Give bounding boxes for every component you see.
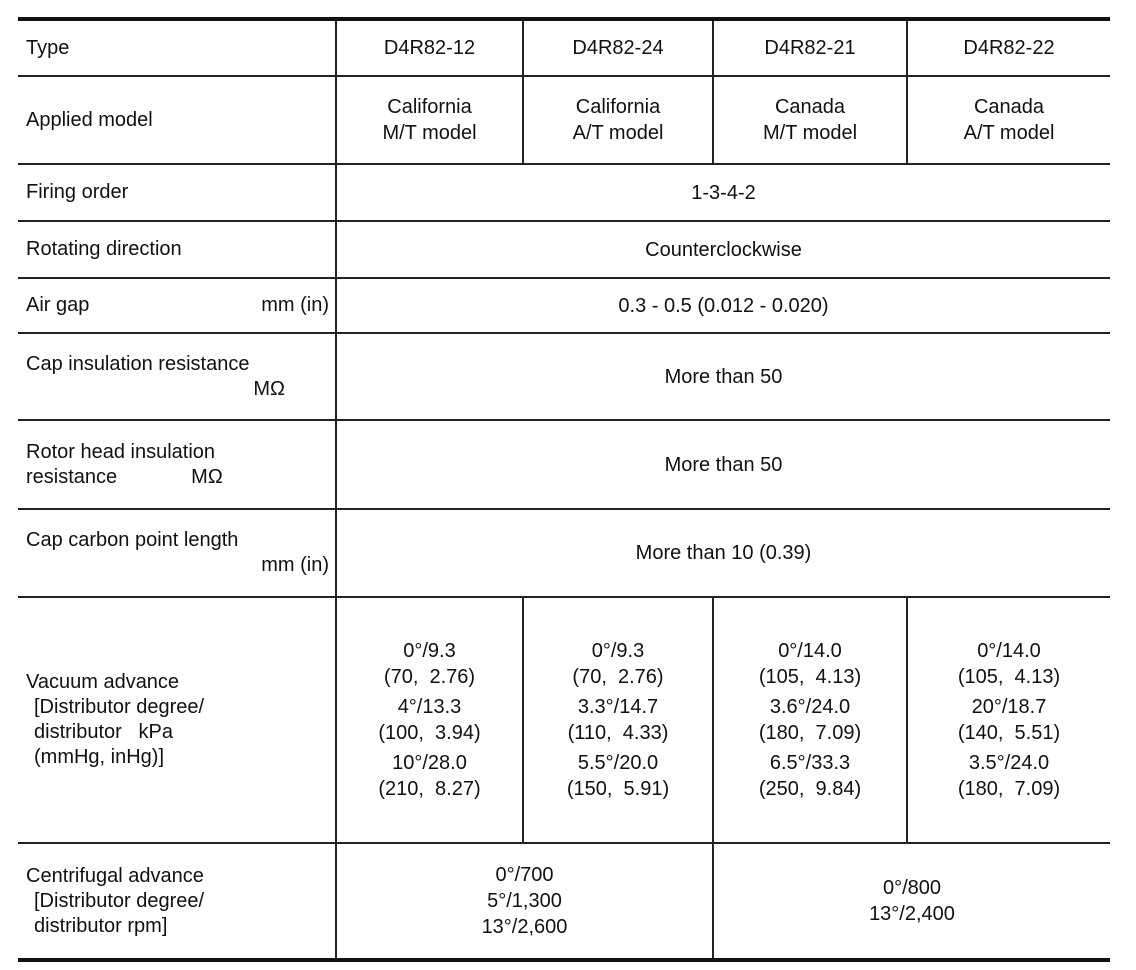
type-label: Type	[18, 19, 336, 76]
centrifugal-point: 13°/2,600	[481, 916, 568, 938]
firing-order-value: 1-3-4-2	[336, 164, 1110, 221]
firing-order-row	[18, 164, 1110, 221]
model-transmission: A/T model	[572, 122, 664, 144]
centrifugal-advance-label-cell	[18, 843, 336, 960]
air-gap-row	[18, 278, 1110, 333]
vacuum-point: 4°/13.3 (100, 3.94)	[378, 696, 481, 744]
carbon-point-unit: mm (in)	[261, 554, 329, 576]
centrifugal-advance-sub1: [Distributor degree/	[34, 889, 205, 912]
vacuum-point: 6.5°/33.3 (250, 9.84)	[758, 752, 862, 800]
carbon-point-label-cell	[18, 509, 336, 597]
vacuum-advance-d4r82-24	[523, 597, 713, 843]
vacuum-point: 5.5°/20.0 (150, 5.91)	[566, 752, 670, 800]
model-region: California	[575, 96, 661, 118]
air-gap-unit: mm (in)	[261, 294, 329, 316]
rotor-insulation-label: Rotor head insulation	[26, 440, 216, 463]
carbon-point-row	[18, 509, 1110, 597]
vacuum-point: 10°/28.0 (210, 8.27)	[378, 752, 481, 800]
vacuum-point: 3.3°/14.7 (110, 4.33)	[567, 696, 669, 744]
carbon-point-value: More than 10 (0.39)	[336, 509, 1110, 597]
model-region: California	[387, 96, 472, 118]
applied-model-california-mt	[336, 76, 523, 164]
model-transmission: M/T model	[382, 122, 477, 144]
centrifugal-point: 0°/700	[495, 864, 554, 886]
cap-insulation-unit: MΩ	[253, 377, 285, 400]
cap-insulation-value: More than 50	[336, 333, 1110, 420]
model-transmission: M/T model	[762, 122, 858, 144]
type-d4r82-12: D4R82-12	[336, 19, 523, 76]
cap-insulation-label: Cap insulation resistance	[26, 352, 250, 375]
vacuum-advance-d4r82-12	[336, 597, 523, 843]
rotor-insulation-label-cell	[18, 420, 336, 509]
type-row	[18, 19, 1110, 76]
centrifugal-point: 13°/2,400	[869, 903, 955, 925]
air-gap-label: Air gap	[26, 294, 90, 316]
model-region: Canada	[973, 96, 1045, 118]
vacuum-advance-d4r82-22	[907, 597, 1110, 843]
model-region: Canada	[774, 96, 846, 118]
type-d4r82-21: D4R82-21	[713, 19, 907, 76]
vacuum-advance-label-cell	[18, 597, 336, 843]
applied-model-canada-at	[907, 76, 1110, 164]
applied-model-label: Applied model	[18, 76, 336, 164]
vacuum-advance-sub2: distributor kPa	[34, 721, 173, 743]
cap-insulation-row	[18, 333, 1110, 420]
rotating-direction-row	[18, 221, 1110, 278]
firing-order-label: Firing order	[18, 164, 336, 221]
vacuum-point: 20°/18.7 (140, 5.51)	[957, 696, 1061, 744]
applied-model-california-at	[523, 76, 713, 164]
type-d4r82-22: D4R82-22	[907, 19, 1110, 76]
rotor-insulation-row	[18, 420, 1110, 509]
distributor-spec-table	[18, 17, 1110, 962]
centrifugal-advance-row	[18, 843, 1110, 960]
applied-model-row	[18, 76, 1110, 164]
applied-model-canada-mt	[713, 76, 907, 164]
vacuum-advance-sub1: [Distributor degree/	[34, 696, 205, 718]
centrifugal-advance-label: Centrifugal advance	[26, 864, 204, 887]
air-gap-label-cell	[18, 278, 336, 333]
carbon-point-label: Cap carbon point length	[26, 529, 239, 551]
vacuum-point: 0°/9.3 (70, 2.76)	[383, 640, 476, 688]
centrifugal-advance-california	[336, 843, 713, 960]
rotor-insulation-label-2	[26, 465, 335, 490]
rotor-insulation-unit: MΩ	[191, 465, 223, 488]
vacuum-advance-row	[18, 597, 1110, 843]
model-transmission: A/T model	[963, 122, 1055, 144]
vacuum-advance-label: Vacuum advance	[26, 671, 180, 693]
vacuum-point: 0°/14.0 (105, 4.13)	[957, 640, 1061, 688]
vacuum-advance-sub3: (mmHg, inHg)]	[34, 746, 165, 768]
vacuum-advance-d4r82-21	[713, 597, 907, 843]
vacuum-point: 3.5°/24.0 (180, 7.09)	[957, 752, 1061, 800]
cap-insulation-label-cell	[18, 333, 336, 420]
vacuum-point: 3.6°/24.0 (180, 7.09)	[758, 696, 862, 744]
type-d4r82-24: D4R82-24	[523, 19, 713, 76]
centrifugal-point: 5°/1,300	[487, 890, 562, 912]
vacuum-point: 0°/14.0 (105, 4.13)	[758, 640, 862, 688]
centrifugal-advance-canada	[713, 843, 1110, 960]
air-gap-value: 0.3 - 0.5 (0.012 - 0.020)	[336, 278, 1110, 333]
centrifugal-point: 0°/800	[882, 877, 942, 899]
rotating-direction-value: Counterclockwise	[336, 221, 1110, 278]
rotor-insulation-resistance: resistance	[26, 465, 118, 488]
centrifugal-advance-sub2: distributor rpm]	[34, 914, 168, 937]
rotor-insulation-value: More than 50	[336, 420, 1110, 509]
rotating-direction-label: Rotating direction	[18, 221, 336, 278]
vacuum-point: 0°/9.3 (70, 2.76)	[572, 640, 664, 688]
